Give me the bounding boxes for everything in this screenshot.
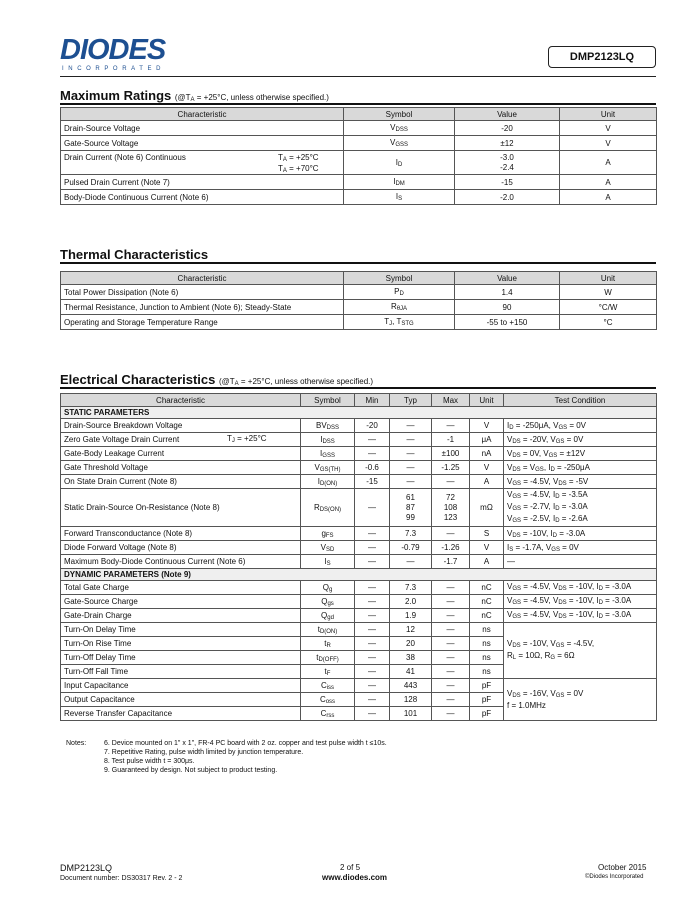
footer-document-number: Document number: DS30317 Rev. 2 - 2 [60,875,183,882]
electrical-condition: ($@T_A = +25^\circ C$, unless otherwise specified.) [219,377,374,387]
characteristic-cell: Gate-Drain Charge [61,609,301,623]
table-row [61,447,657,461]
table-row [61,595,657,609]
min-cell: — [355,679,390,693]
footer-copyright: ©Diodes Incorporated [585,874,644,880]
characteristic-cell: Drain Current (Note 6) Continuous $T_A = +25^\circ C$ $T_A = +70^\circ C$ [61,151,344,175]
characteristic-cell: Total Power Dissipation (Note 6) [61,285,344,300]
col-header: Value [455,108,560,121]
typ-cell: — [390,433,432,447]
unit-cell: °C/W [560,300,657,315]
min-cell: — [355,595,390,609]
unit-cell: nC [470,609,504,623]
characteristic-cell: Static Drain-Source On-Resistance (Note 8) [61,489,301,527]
min-cell: — [355,447,390,461]
symbol-cell: $C_{oss}$ [301,693,355,707]
dynamic-parameters-label: DYNAMIC PARAMETERS (Note 9) [61,569,657,581]
typ-cell: 41 [390,665,432,679]
min-cell: — [355,489,390,527]
typ-cell: — [390,419,432,433]
note-item: 7. Repetitive Rating, pulse width limited by junction temperature. [104,749,304,756]
symbol-cell: $T_J$, $T_{STG}$ [344,315,455,330]
max-ratings-condition: ($@T_A = +25^\circ C$, unless otherwise specified.) [174,93,329,103]
col-header: Unit [560,108,657,121]
symbol-cell: $R_{DS(ON)}$ [301,489,355,527]
col-header: Symbol [301,394,355,407]
unit-cell: nA [470,447,504,461]
min-cell: — [355,555,390,569]
max-ratings-heading [60,88,329,103]
test-condition-cell: $V_{DS} = -20V$, $V_{GS} = 0V$ [504,433,657,447]
table-row [61,623,657,637]
min-cell: -15 [355,475,390,489]
characteristic-cell: Thermal Resistance, Junction to Ambient (Note 6); Steady-State [61,300,344,315]
value-cell: -2.0 [455,190,560,205]
max-cell: — [432,595,470,609]
unit-cell: V [470,419,504,433]
col-header: Symbol [344,108,455,121]
table-row [61,461,657,475]
unit-cell: A [560,151,657,175]
typ-cell: 38 [390,651,432,665]
unit-cell: A [560,190,657,205]
typ-cell: 2.0 [390,595,432,609]
unit-cell: W [560,285,657,300]
unit-cell: A [470,555,504,569]
characteristic-cell: Turn-Off Fall Time [61,665,301,679]
unit-cell: ns [470,637,504,651]
note-item: 9. Guaranteed by design. Not subject to product testing. [104,767,278,774]
test-condition-cell: $V_{DS} = -10V$, $I_D = -3.0A$ [504,527,657,541]
static-parameters-label: STATIC PARAMETERS [61,407,657,419]
max-cell: — [432,679,470,693]
max-cell: — [432,623,470,637]
note-item: 8. Test pulse width t = 300μs. [104,758,195,765]
max-cell: — [432,637,470,651]
min-cell: — [355,623,390,637]
characteristic-cell: Reverse Transfer Capacitance [61,707,301,721]
max-cell: -1.26 [432,541,470,555]
test-condition-cell: $V_{GS} = -4.5V$, $I_D = -3.5A$ $V_{GS} = -2.7V$, $I_D = -3.0A$ $V_{GS} = -2.5V$, $I_D = -2.6A$ [504,489,657,527]
max-cell: ±100 [432,447,470,461]
symbol-cell: $BV_{DSS}$ [301,419,355,433]
table-row [61,175,657,190]
col-header: Typ [390,394,432,407]
symbol-cell: $I_{GSS}$ [301,447,355,461]
note-item: 6. Device mounted on 1" x 1", FR-4 PC board with 2 oz. copper and test pulse width t ≤10s. [104,740,387,747]
thermal-heading [60,247,208,262]
symbol-cell: $Q_{gs}$ [301,595,355,609]
max-cell: — [432,475,470,489]
col-header: Max [432,394,470,407]
symbol-cell: $V_{GS(TH)}$ [301,461,355,475]
footer-date: October 2015 [598,863,647,872]
test-condition-cell: $V_{GS} = -4.5V$, $V_{DS} = -10V$, $I_D = -3.0A$ [504,595,657,609]
switching-test-condition: $V_{DS} = -10V$, $V_{GS} = -4.5V$, $R_L = 10\Omega$, $R_G = 6\Omega$ [504,623,657,679]
min-cell: — [355,651,390,665]
table-row [61,475,657,489]
typ-cell: 7.3 [390,527,432,541]
symbol-cell: $g_{FS}$ [301,527,355,541]
table-row [61,541,657,555]
test-condition-cell: — [504,555,657,569]
test-condition-cell: $V_{GS} = -4.5V$, $V_{DS} = -5V$ [504,475,657,489]
col-header: Characteristic [61,394,301,407]
typ-cell: — [390,475,432,489]
unit-cell: μA [470,433,504,447]
table-row [61,300,657,315]
table-row [61,419,657,433]
footer-url[interactable]: www.diodes.com [322,873,388,882]
footer-page: 2 of 5 [340,863,361,872]
table-row [61,581,657,595]
characteristic-cell: Drain-Source Breakdown Voltage [61,419,301,433]
characteristic-cell: Total Gate Charge [61,581,301,595]
col-header: Symbol [344,272,455,285]
unit-cell: ns [470,623,504,637]
typ-cell: 61 87 99 [390,489,432,527]
typ-cell: 12 [390,623,432,637]
unit-cell: ns [470,651,504,665]
test-condition-cell: $I_D = -250\mu A$, $V_{GS} = 0V$ [504,419,657,433]
characteristic-cell: Operating and Storage Temperature Range [61,315,344,330]
logo-subtext: INCORPORATED [62,66,166,72]
test-condition-cell: $V_{GS} = -4.5V$, $V_{DS} = -10V$, $I_D = -3.0A$ [504,609,657,623]
typ-cell: — [390,447,432,461]
symbol-cell: $R_{\theta JA}$ [344,300,455,315]
min-cell: — [355,693,390,707]
max-cell: -1.7 [432,555,470,569]
max-cell: — [432,609,470,623]
typ-cell: 443 [390,679,432,693]
characteristic-cell: Zero Gate Voltage Drain Current $T_J = +25^\circ C$ [61,433,301,447]
unit-cell: nC [470,581,504,595]
col-header: Characteristic [61,108,344,121]
diodes-logo [60,33,188,73]
min-cell: — [355,707,390,721]
characteristic-cell: Gate-Body Leakage Current [61,447,301,461]
unit-cell: mΩ [470,489,504,527]
col-header: Unit [470,394,504,407]
unit-cell: nC [470,595,504,609]
min-cell: — [355,433,390,447]
col-header: Value [455,272,560,285]
max-cell: — [432,527,470,541]
characteristic-cell: On State Drain Current (Note 8) [61,475,301,489]
typ-cell: 20 [390,637,432,651]
unit-cell: pF [470,707,504,721]
unit-cell: A [470,475,504,489]
unit-cell: °C [560,315,657,330]
typ-cell: — [390,461,432,475]
symbol-cell: $Q_{gd}$ [301,609,355,623]
thermal-table [60,271,657,330]
unit-cell: S [470,527,504,541]
table-row [61,190,657,205]
table-row [61,136,657,151]
characteristic-cell: Turn-Off Delay Time [61,651,301,665]
header-rule [60,76,656,77]
symbol-cell: $t_{D(ON)}$ [301,623,355,637]
thermal-title: Thermal Characteristics [60,247,209,262]
typ-cell: 128 [390,693,432,707]
typ-cell: 1.9 [390,609,432,623]
unit-cell: V [470,541,504,555]
unit-cell: V [560,136,657,151]
electrical-table [60,393,657,721]
max-cell: 72 108 123 [432,489,470,527]
value-cell: -20 [455,121,560,136]
max-cell: — [432,419,470,433]
min-cell: -20 [355,419,390,433]
test-condition-cell: $I_S = -1.7A$, $V_{GS} = 0V$ [504,541,657,555]
footer-part-number: DMP2123LQ [60,863,113,873]
characteristic-cell: Gate Threshold Voltage [61,461,301,475]
unit-cell: V [470,461,504,475]
symbol-cell: $Q_g$ [301,581,355,595]
table-row [61,489,657,527]
table-row [61,121,657,136]
table-row [61,433,657,447]
unit-cell: ns [470,665,504,679]
symbol-cell: $t_R$ [301,637,355,651]
logo-wordmark: DIODES [60,34,166,66]
min-cell: — [355,527,390,541]
part-number-badge: DMP2123LQ [548,46,656,68]
capacitance-test-condition: $V_{DS} = -16V$, $V_{GS} = 0V$ f = 1.0MHz [504,679,657,721]
max-cell: — [432,651,470,665]
symbol-cell: $I_{DM}$ [344,175,455,190]
col-header: Min [355,394,390,407]
value-cell: 90 [455,300,560,315]
min-cell: — [355,665,390,679]
max-cell: — [432,707,470,721]
characteristic-cell: Gate-Source Charge [61,595,301,609]
test-condition-cell: $V_{DS} = 0V$, $V_{GS} = \pm 12V$ [504,447,657,461]
symbol-cell: $I_D$ [344,151,455,175]
max-ratings-title: Maximum Ratings [60,88,172,103]
characteristic-cell: Gate-Source Voltage [61,136,344,151]
value-cell: ±12 [455,136,560,151]
symbol-cell: $C_{rss}$ [301,707,355,721]
col-header: Unit [560,272,657,285]
test-condition-cell: $V_{GS} = -4.5V$, $V_{DS} = -10V$, $I_D = -3.0A$ [504,581,657,595]
value-cell: -55 to +150 [455,315,560,330]
notes-label: Notes: [66,740,87,747]
max-cell: -1.25 [432,461,470,475]
max-cell: — [432,581,470,595]
characteristic-cell: Maximum Body-Diode Continuous Current (Note 6) [61,555,301,569]
max-ratings-rule [60,103,656,105]
characteristic-cell: Input Capacitance [61,679,301,693]
max-cell: — [432,693,470,707]
min-cell: — [355,541,390,555]
symbol-cell: $V_{GSS}$ [344,136,455,151]
max-ratings-table [60,107,657,205]
value-cell: -3.0 -2.4 [455,151,560,175]
col-header: Test Condition [504,394,657,407]
min-cell: -0.6 [355,461,390,475]
characteristic-cell: Drain-Source Voltage [61,121,344,136]
characteristic-cell: Body-Diode Continuous Current (Note 6) [61,190,344,205]
electrical-heading [60,372,373,387]
symbol-cell: $V_{SD}$ [301,541,355,555]
table-row [61,285,657,300]
symbol-cell: $I_S$ [301,555,355,569]
typ-cell: 7.3 [390,581,432,595]
typ-cell: -0.79 [390,541,432,555]
value-cell: 1.4 [455,285,560,300]
characteristic-cell: Forward Transconductance (Note 8) [61,527,301,541]
characteristic-cell: Turn-On Delay Time [61,623,301,637]
symbol-cell: $I_{DSS}$ [301,433,355,447]
table-row [61,151,657,175]
electrical-title: Electrical Characteristics [60,372,216,387]
min-cell: — [355,581,390,595]
test-condition-cell: $V_{DS} = V_{GS}$, $I_D = -250\mu A$ [504,461,657,475]
characteristic-cell: Pulsed Drain Current (Note 7) [61,175,344,190]
characteristic-cell: Diode Forward Voltage (Note 8) [61,541,301,555]
symbol-cell: $V_{DSS}$ [344,121,455,136]
min-cell: — [355,609,390,623]
thermal-rule [60,262,656,264]
max-cell: -1 [432,433,470,447]
unit-cell: pF [470,693,504,707]
symbol-cell: $I_{D(ON)}$ [301,475,355,489]
unit-cell: pF [470,679,504,693]
table-row [61,315,657,330]
typ-cell: — [390,555,432,569]
table-row [61,555,657,569]
table-row [61,609,657,623]
col-header: Characteristic [61,272,344,285]
characteristic-cell: Output Capacitance [61,693,301,707]
table-row [61,679,657,693]
table-row [61,527,657,541]
symbol-cell: $t_{D(OFF)}$ [301,651,355,665]
unit-cell: V [560,121,657,136]
symbol-cell: $P_D$ [344,285,455,300]
min-cell: — [355,637,390,651]
symbol-cell: $t_F$ [301,665,355,679]
typ-cell: 101 [390,707,432,721]
characteristic-cell: Turn-On Rise Time [61,637,301,651]
electrical-rule [60,387,656,389]
max-cell: — [432,665,470,679]
value-cell: -15 [455,175,560,190]
symbol-cell: $C_{iss}$ [301,679,355,693]
symbol-cell: $I_S$ [344,190,455,205]
unit-cell: A [560,175,657,190]
